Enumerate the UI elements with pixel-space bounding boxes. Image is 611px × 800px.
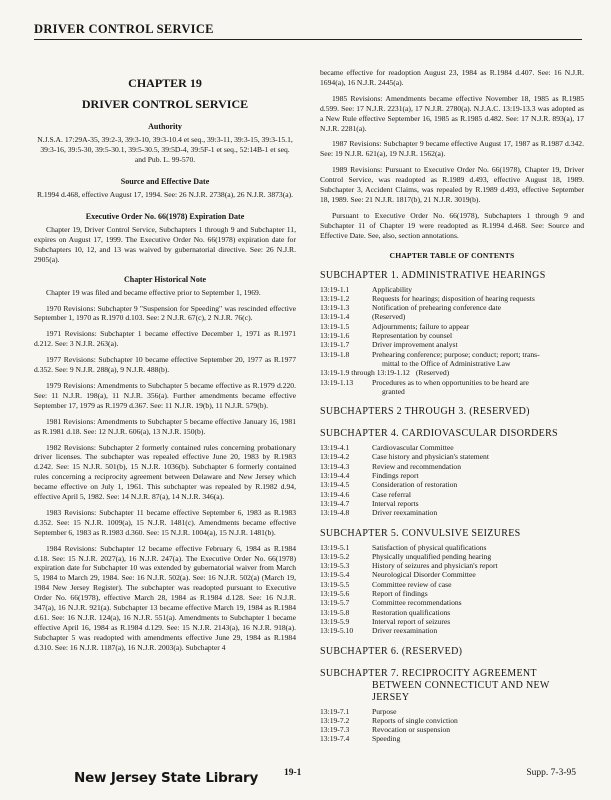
page-footer [34, 768, 582, 792]
toc-entry [320, 734, 584, 743]
section-title-text: Procedures as to when opportunities to be heard are [372, 377, 529, 387]
toc-entry [320, 608, 584, 617]
section-title [372, 725, 584, 734]
history-paragraph: 1970 Revisions: Subchapter 9 "Suspension for Speeding" was rescinded effective September 1, 1970 as R.1970 d.103. See: 2 N.J.R. 67(c), 2 N.J.R. 76(c). [34, 303, 296, 323]
section-title-text: Purpose [372, 706, 397, 716]
table-of-contents [320, 270, 584, 744]
toc-entry [320, 725, 584, 734]
history-paragraph: 1987 Revisions: Subchapter 9 became effective August 17, 1987 as R.1987 d.342. See: 19 N.J.R. 621(a), 19 N.J.R. 1562(a). [320, 139, 584, 159]
section-number: 13:19-5.2 [320, 551, 350, 561]
subchapter-title [320, 406, 584, 418]
section-title-text: History of seizures and physician's report [372, 561, 498, 571]
section-number: 13:19-7.1 [320, 706, 350, 716]
section-number: 13:19-4.3 [320, 461, 350, 471]
section-title [372, 580, 584, 589]
section-number: 13:19-5.6 [320, 589, 350, 599]
subchapter-title-line: SUBCHAPTER 5. CONVULSIVE SEIZURES [320, 527, 521, 539]
toc-entry [320, 368, 584, 377]
section-number: 13:19-1.4 [320, 312, 350, 322]
chapter-title: DRIVER CONTROL SERVICE [81, 97, 249, 111]
section-title [372, 561, 584, 570]
section-number: 13:19-4.8 [320, 508, 350, 518]
section-title-text: Satisfaction of physical qualifications [372, 542, 487, 552]
history-heading: Chapter Historical Note [123, 274, 207, 284]
subchapter-title [320, 528, 584, 540]
section-title [372, 331, 584, 340]
section-number: 13:19-1.5 [320, 321, 350, 331]
history-paragraph: 1979 Revisions: Amendments to Subchapter 5 became effective as R.1979 d.220. See: 11 N.J.R. 198(a), 11 N.J.R. 356(a). Further amendments became effective September 17, 1979 as R.1979 d.367. See: 11 N.J.R. 19(b), 11 N.J.R. 579(b). [34, 380, 296, 410]
section-title-text: Physically unqualified pending hearing [372, 551, 492, 561]
section-title-text: Neurological Disorder Committee [372, 570, 476, 580]
section-number: 13:19-4.4 [320, 471, 350, 481]
section-title [372, 462, 584, 471]
section-number: 13:19-4.7 [320, 498, 350, 508]
toc-entry [320, 598, 584, 607]
section-number: 13:19-5.5 [320, 579, 350, 589]
section-title [372, 570, 584, 579]
section-title [372, 734, 584, 743]
subchapter-title [320, 428, 584, 440]
section-title-text: Driver reexamination [372, 626, 438, 636]
running-header: DRIVER CONTROL SERVICE [34, 22, 582, 40]
toc-entry [320, 552, 584, 561]
section-title [372, 598, 584, 607]
section-title-text: (Reserved) [372, 312, 406, 322]
section-number: 13:19-5.4 [320, 570, 350, 580]
section-number: 13:19-1.2 [320, 293, 350, 303]
section-number: 13:19-5.9 [320, 616, 350, 626]
subchapter-title-line: SUBCHAPTER 1. ADMINISTRATIVE HEARINGS [320, 269, 546, 281]
section-title-text: Revocation or suspension [372, 725, 451, 735]
toc-heading: CHAPTER TABLE OF CONTENTS [389, 250, 515, 260]
section-number: 13:19-7.3 [320, 725, 350, 735]
exec-order-text: Chapter 19, Driver Control Service, Subchapters 1 through 9 and Subchapter 11, expires on August 17, 1999. The Executive Order No. 66(1978) expiration date for Subchapters 10, 12, and 13 was waived by gubernatorial directive. See: 26 N.J.R. 2905(a). [34, 225, 296, 264]
section-title-text: Applicability [372, 284, 413, 294]
history-paragraph: 1977 Revisions: Subchapter 10 became effective September 20, 1977 as R.1977 d.352. See: 9 N.J.R. 288(a), 9 N.J.R. 488(b). [34, 355, 296, 375]
subchapter-title [320, 646, 584, 658]
history-paragraph: 1984 Revisions: Subchapter 12 became effective February 6, 1984 as R.1984 d.18. See: 15 N.J.R. 2027(a), 16 N.J.R. 247(a). The Executive Order No. 66(1978) expiration date for Subchapter 10 was extended by gubernatorial waiver from March 5, 1984 to March 29, 1984. See: 16 N.J.R. 502(a). See: 16 N.J.R. 502(a) (March 19, 1984 New Jersey Register). The subchapter was readopted pursuant to Executive Order No. 66(1978), effective March 28, 1984 as R.1984 d.128. See: 16 N.J.R. 347(a), 16 N.J.R. 921(a). Subchapter 13 became effective March 19, 1984 as R.1984 d.61. See: 16 N.J.R. 124(a), 16 N.J.R. 551(a). Amendments to Subchapter 1 became effective April 16, 1984 as R.1984 d.129. See: 15 N.J.R. 2143(a), 16 N.J.R. 918(a). Subchapter 5 was readopted with amendments effective June 29, 1984 as R.1984 d.310. See: 16 N.J.R. 1187(a), 16 N.J.R. 2003(a). Subchapter 4 [34, 543, 296, 652]
section-title-text: Cardiovascular Committee [372, 443, 454, 453]
exec-order-heading: Executive Order No. 66(1978) Expiration Date [85, 212, 245, 221]
section-title [372, 707, 584, 716]
section-title-text: Reports of single conviction [372, 715, 458, 725]
section-title [372, 340, 584, 349]
section-title [416, 368, 584, 377]
section-title-text: Committee review of case [372, 579, 452, 589]
section-title-text: Requests for hearings; disposition of hearing requests [372, 293, 535, 303]
section-number: 13:19-1.13 [320, 377, 354, 387]
section-title [372, 716, 584, 725]
history-paragraph: 1985 Revisions: Amendments became effective November 18, 1985 as R.1985 d.599. See: 17 N.J.R. 2231(a), 17 N.J.R. 2780(a). N.J.A.C. 13:19-13.3 was adopted as a New Rule effective September 16, 1985 as R.1985 d.482. See: 17 N.J.R. 893(a), 17 N.J.R. 2281(a). [320, 93, 584, 133]
toc-entry [320, 303, 584, 312]
section-title [372, 508, 584, 517]
section-title-text: Restoration qualifications [372, 607, 451, 617]
toc-entry [320, 285, 584, 294]
section-title [372, 617, 584, 626]
section-title-text: Representation by counsel [372, 331, 453, 341]
section-title [372, 543, 584, 552]
section-title-continuation: mittal to the Office of Administrative Law [382, 358, 511, 368]
section-number: 13:19-1.1 [320, 284, 350, 294]
subchapter-title-line: SUBCHAPTER 7. RECIPROCITY AGREEMENT [320, 667, 537, 679]
subchapter-title [320, 668, 584, 704]
section-number: 13:19-4.2 [320, 452, 350, 462]
library-stamp: New Jersey State Library [74, 770, 259, 786]
history-paragraph: 1982 Revisions: Subchapter 2 formerly contained rules concerning probationary driver licenses. The subchapter was repealed effective June 20, 1983 by R.1983 d.242. See: 15 N.J.R. 501(b), 15 N.J.R. 1036(b). Subchapter 6 formerly contained rules concerning a reciprocity agreement between Delaware and New Jersey which became effective on July 1, 1961. This subchapter was repealed by R.1982 d.94, effective April 5, 1982. See: 14 N.J.R. 87(a), 14 N.J.R. 346(a). [34, 442, 296, 502]
toc-entry [320, 462, 584, 471]
toc-entry [320, 350, 584, 369]
history-paragraph: 1971 Revisions: Subchapter 1 became effective December 1, 1971 as R.1971 d.212. See: 3 N.J.R. 263(a). [34, 329, 296, 349]
section-number: 13:19-5.1 [320, 542, 350, 552]
subchapter-title-line: SUBCHAPTER 4. CARDIOVASCULAR DISORDERS [320, 428, 558, 440]
section-title-text: Report of findings [372, 589, 428, 599]
section-title [372, 608, 584, 617]
subchapter-title [320, 270, 584, 282]
section-title [372, 350, 584, 369]
subchapter-title-line: SUBCHAPTERS 2 THROUGH 3. (RESERVED) [320, 406, 530, 418]
section-title-text: Committee recommendations [372, 598, 462, 608]
section-title [372, 471, 584, 480]
history-paragraph: Chapter 19 was filed and became effective prior to September 1, 1969. [46, 287, 261, 297]
section-title [372, 378, 584, 397]
section-title-text: Speeding [372, 734, 401, 744]
chapter-number: CHAPTER 19 [128, 76, 202, 90]
subchapter-title-line: SUBCHAPTER 6. (RESERVED) [320, 645, 463, 657]
toc-entry [320, 617, 584, 626]
history-paragraph: 1983 Revisions: Subchapter 11 became effective September 6, 1983 as R.1983 d.352. See: 15 N.J.R. 1009(a), 15 N.J.R. 1481(c). Amendments became effective September 6, 1983 as R.1983 d.360. See: 15 N.J.R. 1004(a), 15 N.J.R. 1481(b). [34, 507, 296, 537]
supplement-date: Supp. 7-3-95 [526, 768, 576, 778]
section-number: 13:19-7.4 [320, 734, 350, 744]
section-title-text: Review and recommendation [372, 461, 461, 471]
history-paragraph: 1981 Revisions: Amendments to Subchapter 5 became effective January 16, 1981 as R.1981 d.18. See: 12 N.J.R. 606(a), 13 N.J.R. 150(b). [34, 416, 296, 436]
toc-entry [320, 499, 584, 508]
history-paragraphs [34, 288, 296, 653]
toc-entry [320, 471, 584, 480]
toc-entry [320, 490, 584, 499]
section-title [372, 294, 584, 303]
section-number: 13:19-4.6 [320, 489, 350, 499]
toc-entry [320, 716, 584, 725]
toc-entry [320, 340, 584, 349]
source-heading: Source and Effective Date [120, 177, 210, 186]
section-title [372, 499, 584, 508]
toc-entry [320, 294, 584, 303]
section-title [372, 490, 584, 499]
section-number: 13:19-7.2 [320, 715, 350, 725]
history-continuation: became effective for readoption August 23, 1984 as R.1984 d.407. See: 16 N.J.R. 1694(a), 16 N.J.R. 2445(a). [320, 68, 584, 87]
section-title [372, 589, 584, 598]
section-title-text: Interval report of seizures [372, 616, 451, 626]
section-number: 13:19-1.6 [320, 331, 350, 341]
section-title-text: Case history and physician's statement [372, 452, 489, 462]
history-paragraphs-continued [320, 94, 584, 241]
section-title-text: Interval reports [372, 498, 419, 508]
section-number: 13:19-1.8 [320, 349, 350, 359]
section-title-text: Driver improvement analyst [372, 340, 458, 350]
right-column [320, 68, 584, 744]
section-title [372, 322, 584, 331]
toc-entry [320, 626, 584, 635]
toc-entry [320, 480, 584, 489]
section-number: 13:19-1.7 [320, 340, 350, 350]
history-paragraph: Pursuant to Executive Order No. 66(1978), Subchapters 1 through 9 and Subchapter 11 of Chapter 19 were readopted as R.1994 d.468. See: Source and Effective Date. See, also, section annotations. [320, 210, 584, 240]
section-title-continuation: granted [382, 386, 405, 396]
section-title-text: Case referral [372, 489, 411, 499]
section-title [372, 312, 584, 321]
section-title [372, 552, 584, 561]
section-number: 13:19-5.8 [320, 607, 350, 617]
section-number: 13:19-1.3 [320, 303, 350, 313]
section-number: 13:19-5.3 [320, 561, 350, 571]
section-number: 13:19-5.7 [320, 598, 350, 608]
authority-text: N.J.S.A. 17:29A-35, 39:2-3, 39:3-10, 39:3-10.4 et seq., 39:3-11, 39:3-15, 39:3-15.1, 39:3-16, 39:5-30, 39:5-30.1, 39:5-30.5, 39:5D-4, 39:5F-1 et seq., 52:14B-1 et seq. and Pub. L. 99-570. [37, 135, 293, 164]
toc-entry [320, 508, 584, 517]
toc-entry [320, 378, 584, 397]
section-title-text: Adjournments; failure to appear [372, 321, 470, 331]
section-number: 13:19-4.5 [320, 480, 350, 490]
section-number: 13:19-1.9 through 13:19-1.12 [320, 368, 410, 378]
section-title-text: Notification of prehearing conference date [372, 303, 502, 313]
toc-entry [320, 312, 584, 321]
section-title [372, 303, 584, 312]
section-title [372, 285, 584, 294]
page-number: 19-1 [284, 768, 302, 778]
toc-entry [320, 580, 584, 589]
section-number: 13:19-5.10 [320, 626, 354, 636]
toc-entry [320, 443, 584, 452]
toc-entry [320, 331, 584, 340]
toc-entry [320, 707, 584, 716]
section-number: 13:19-4.1 [320, 443, 350, 453]
section-title [372, 443, 584, 452]
left-column [34, 66, 296, 659]
section-title-text: Prehearing conference; purpose; conduct; report; trans- [372, 349, 540, 359]
section-title-text: Consideration of restoration [372, 480, 458, 490]
section-title-text: Driver reexamination [372, 508, 438, 518]
history-paragraph: 1989 Revisions: Pursuant to Executive Order No. 66(1978), Chapter 19, Driver Control Service, was readopted as R.1989 d.493, effective August 18, 1989. Subchapter 3, Accident Claims, was repealed by R.1989 d.493, effective September 18, 1989. See: 21 N.J.R. 1817(b), 21 N.J.R. 3019(b). [320, 165, 584, 204]
section-title [372, 480, 584, 489]
authority-heading: Authority [148, 122, 182, 131]
section-title-text: (Reserved) [415, 368, 450, 378]
toc-entry [320, 322, 584, 331]
toc-entry [320, 543, 584, 552]
subchapter-title-line: BETWEEN CONNECTICUT AND NEW JERSEY [372, 679, 550, 703]
toc-entry [320, 452, 584, 461]
toc-entry [320, 570, 584, 579]
section-title-text: Findings report [372, 471, 419, 481]
source-text: R.1994 d.468, effective August 17, 1994. See: 26 N.J.R. 2738(a), 26 N.J.R. 3873(a). [36, 190, 294, 199]
section-title [372, 452, 584, 461]
section-title [372, 626, 584, 635]
toc-entry [320, 561, 584, 570]
toc-entry [320, 589, 584, 598]
